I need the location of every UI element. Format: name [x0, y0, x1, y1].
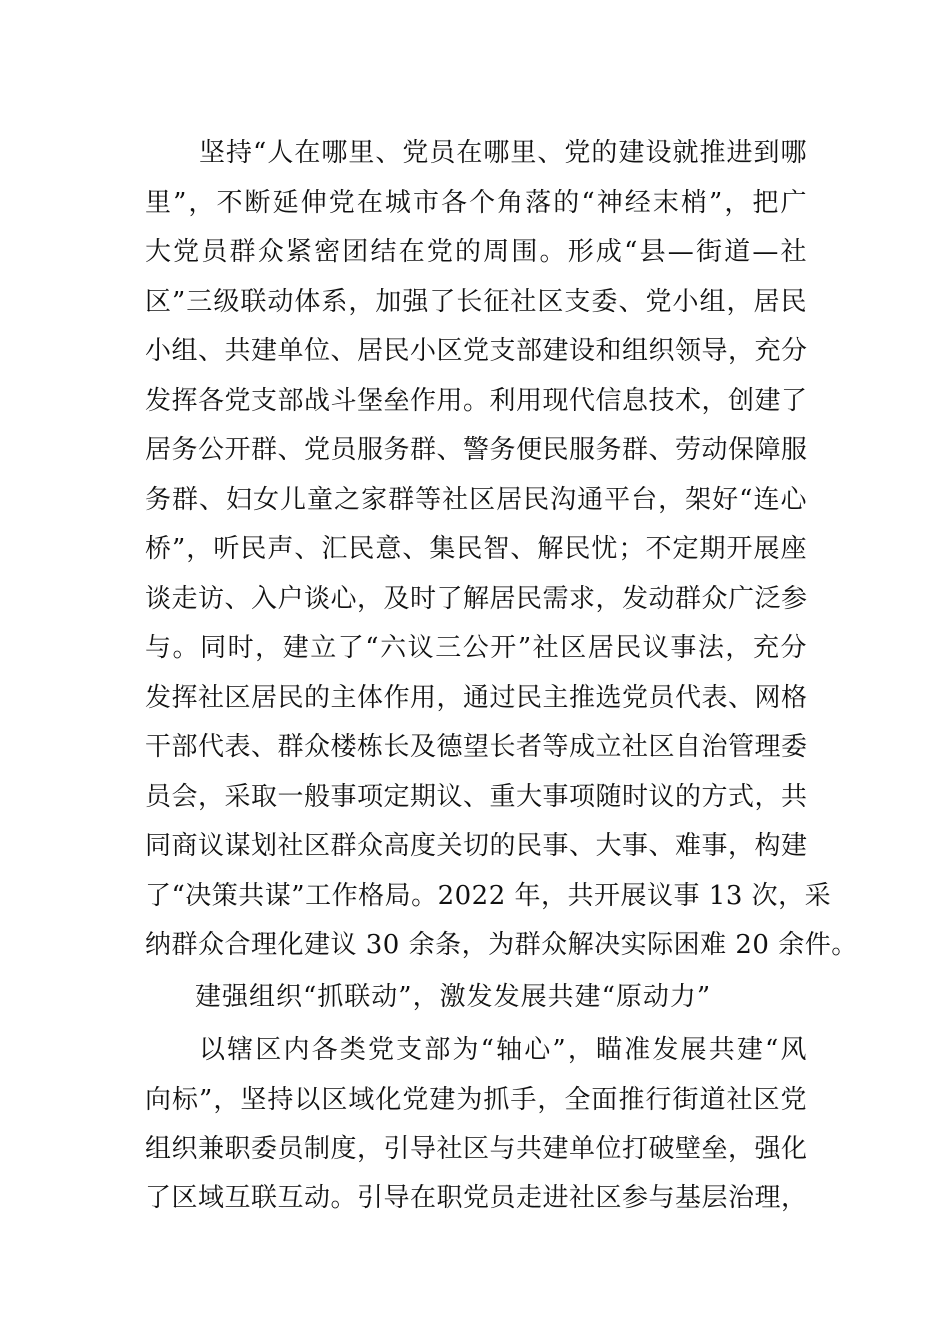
- paragraph-line: 发挥各党支部战斗堡垒作用。利用现代信息技术，创建了: [145, 386, 808, 416]
- paragraph-line: 了区域互联互动。引导在职党员走进社区参与基层治理，: [145, 1183, 808, 1213]
- paragraph-line: 向标”，坚持以区域化党建为抓手，全面推行街道社区党: [145, 1085, 807, 1115]
- paragraph-line: 员会，采取一般事项定期议、重大事项随时议的方式，共: [145, 782, 808, 812]
- paragraph-line: 干部代表、群众楼栋长及德望长者等成立社区自治管理委: [145, 732, 808, 762]
- paragraph-line: 大党员群众紧密团结在党的周围。形成“县—街道—社: [145, 237, 807, 267]
- paragraph-line: 务群、妇女儿童之家群等社区居民沟通平台，架好“连心: [145, 485, 807, 515]
- paragraph-line: 小组、共建单位、居民小区党支部建设和组织领导，充分: [145, 336, 808, 366]
- paragraph-line: 与。同时，建立了“六议三公开”社区居民议事法，充分: [145, 633, 807, 663]
- paragraph-line: 居务公开群、党员服务群、警务便民服务群、劳动保障服: [145, 435, 808, 465]
- paragraph-line: 组织兼职委员制度，引导社区与共建单位打破壁垒，强化: [145, 1134, 808, 1164]
- paragraph-line: 了“决策共谋”工作格局。2022 年，共开展议事 13 次，采: [145, 881, 832, 911]
- paragraph-line: 同商议谋划社区群众高度关切的民事、大事、难事，构建: [145, 831, 808, 861]
- paragraph-line: 谈走访、入户谈心，及时了解居民需求，发动群众广泛参: [145, 584, 808, 614]
- paragraph-line: 纳群众合理化建议 30 余条，为群众解决实际困难 20 余件。: [145, 930, 858, 960]
- paragraph-line: 桥”，听民声、汇民意、集民智、解民忧；不定期开展座: [145, 534, 807, 564]
- section-heading: 建强组织“抓联动”，激发发展共建“原动力”: [195, 982, 712, 1012]
- paragraph-line: 区”三级联动体系，加强了长征社区支委、党小组，居民: [145, 287, 807, 317]
- paragraph-line: 以辖区内各类党支部为“轴心”，瞄准发展共建“风: [199, 1035, 807, 1065]
- paragraph-line: 里”，不断延伸党在城市各个角落的“神经末梢”，把广: [145, 188, 807, 218]
- paragraph-line: 坚持“人在哪里、党员在哪里、党的建设就推进到哪: [199, 138, 807, 168]
- paragraph-line: 发挥社区居民的主体作用，通过民主推选党员代表、网格: [145, 683, 808, 713]
